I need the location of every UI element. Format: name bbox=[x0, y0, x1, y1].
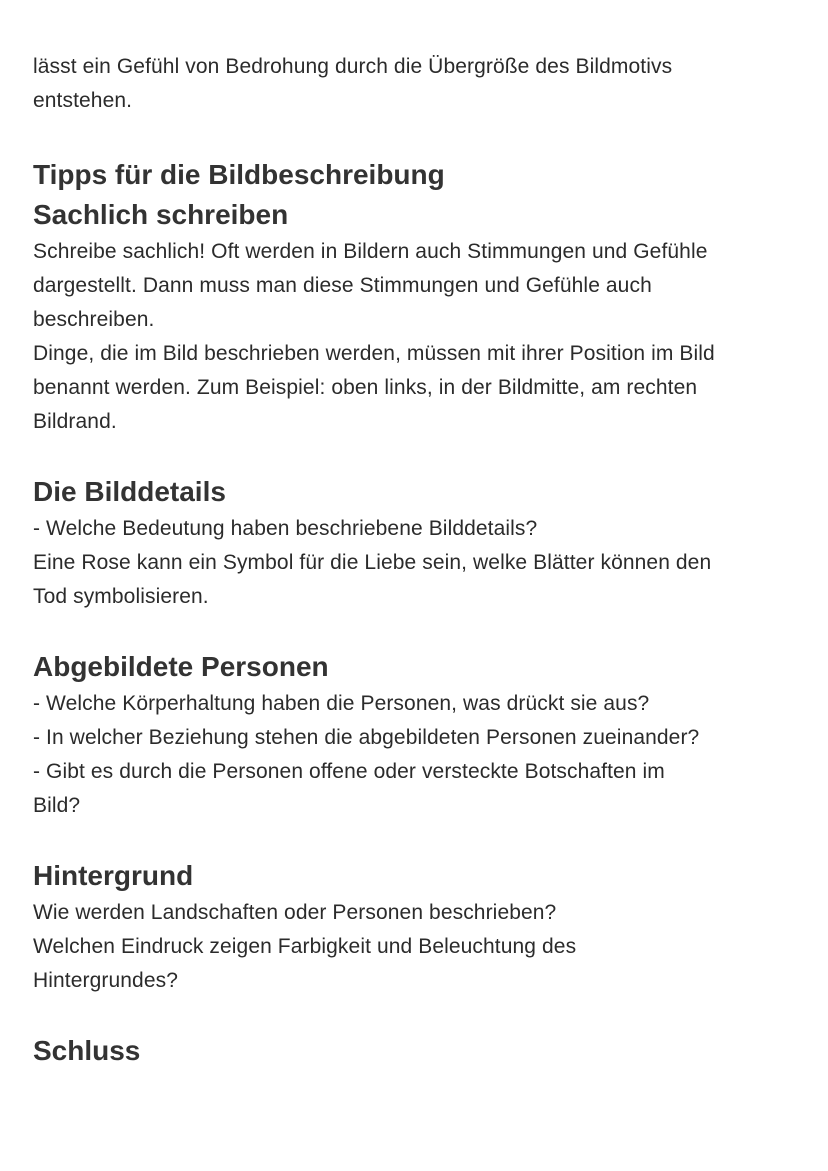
bilddetails-line-1: - Welche Bedeutung haben beschriebene Bilddetails? bbox=[33, 517, 538, 540]
personen-heading: Abgebildete Personen bbox=[33, 651, 329, 682]
sachlich-line-2: dargestellt. Dann muss man diese Stimmungen und Gefühle auch bbox=[33, 274, 652, 297]
intro-section bbox=[33, 50, 803, 118]
sachlich-line-6: Bildrand. bbox=[33, 410, 117, 433]
sachlich-line-1: Schreibe sachlich! Oft werden in Bildern auch Stimmungen und Gefühle bbox=[33, 240, 708, 263]
bilddetails-line-2: Eine Rose kann ein Symbol für die Liebe sein, welke Blätter können den bbox=[33, 551, 712, 574]
sachlich-line-4: Dinge, die im Bild beschrieben werden, müssen mit ihrer Position im Bild bbox=[33, 342, 715, 365]
hintergrund-line-3: Hintergrundes? bbox=[33, 969, 178, 992]
schluss-section bbox=[33, 1031, 803, 1071]
personen-line-2: - In welcher Beziehung stehen die abgebildeten Personen zueinander? bbox=[33, 726, 700, 749]
schluss-heading: Schluss bbox=[33, 1035, 141, 1066]
tips-section bbox=[33, 155, 803, 439]
intro-line-2: entstehen. bbox=[33, 89, 133, 112]
hintergrund-heading: Hintergrund bbox=[33, 860, 194, 891]
hintergrund-line-1: Wie werden Landschaften oder Personen beschrieben? bbox=[33, 901, 557, 924]
personen-line-4: Bild? bbox=[33, 794, 81, 817]
bilddetails-section bbox=[33, 472, 803, 614]
tips-title: Tipps für die Bildbeschreibung bbox=[33, 159, 445, 190]
intro-line-1: lässt ein Gefühl von Bedrohung durch die Übergröße des Bildmotivs bbox=[33, 55, 673, 78]
hintergrund-section bbox=[33, 856, 803, 998]
bilddetails-line-3: Tod symbolisieren. bbox=[33, 585, 209, 608]
personen-line-1: - Welche Körperhaltung haben die Personen, was drückt sie aus? bbox=[33, 692, 650, 715]
bilddetails-heading: Die Bilddetails bbox=[33, 476, 226, 507]
sachlich-line-3: beschreiben. bbox=[33, 308, 155, 331]
personen-section bbox=[33, 647, 803, 823]
sachlich-line-5: benannt werden. Zum Beispiel: oben links, in der Bildmitte, am rechten bbox=[33, 376, 698, 399]
sachlich-heading: Sachlich schreiben bbox=[33, 199, 289, 230]
document-page bbox=[33, 50, 803, 1071]
hintergrund-line-2: Welchen Eindruck zeigen Farbigkeit und Beleuchtung des bbox=[33, 935, 577, 958]
personen-line-3: - Gibt es durch die Personen offene oder versteckte Botschaften im bbox=[33, 760, 665, 783]
